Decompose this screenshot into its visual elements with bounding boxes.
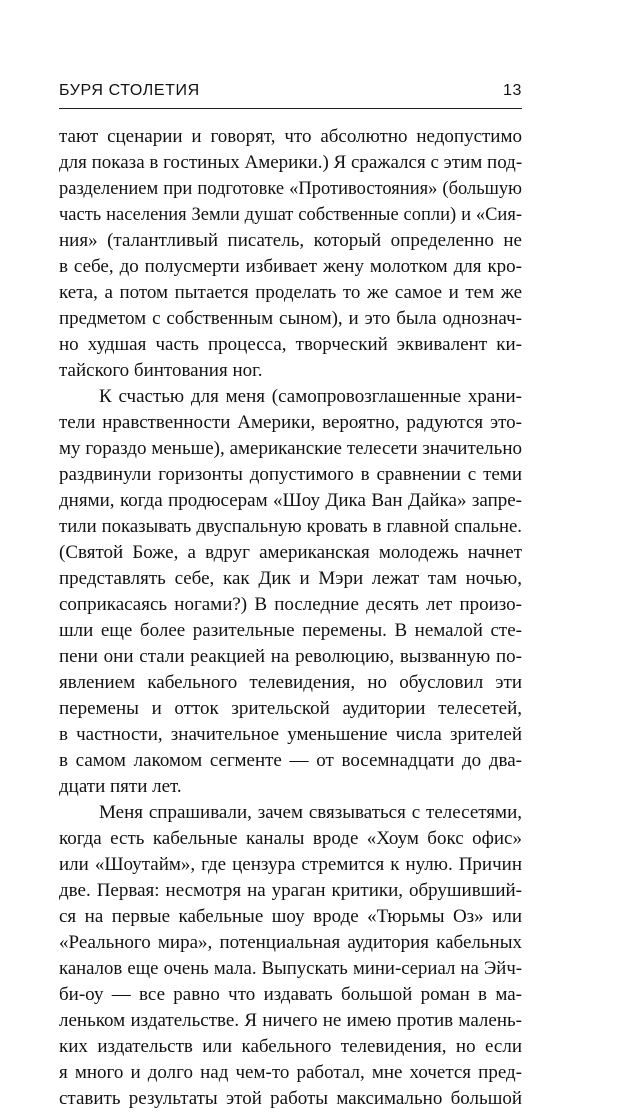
text-line: Меня спрашивали, зачем связываться с телесетями, xyxy=(99,802,522,823)
text-line: кета, а потом пытается проделать то же самое и тем же xyxy=(59,282,522,303)
header-rule xyxy=(59,108,522,109)
running-head xyxy=(59,82,522,104)
text-line: днями, когда продюсерам «Шоу Дика Ван Дайка» запре- xyxy=(59,490,522,511)
text-line: ся на первые кабельные шоу вроде «Тюрьмы Оз» или xyxy=(59,906,522,927)
text-line: но худшая часть процесса, творческий эквивалент ки- xyxy=(59,334,522,355)
paragraph xyxy=(59,384,522,800)
text-line: когда есть кабельные каналы вроде «Хоум бокс офис» xyxy=(59,828,522,849)
text-line: представлять себе, как Дик и Мэри лежат там ночью, xyxy=(59,568,522,589)
text-line: пени они стали реакцией на революцию, вызванную по- xyxy=(59,646,522,667)
text-line: тили показывать двуспальную кровать в главной спальне. xyxy=(59,516,522,537)
text-line: я много и долго над чем-то работал, мне хочется пред- xyxy=(59,1062,522,1083)
text-line: тайского бинтования ног. xyxy=(59,360,263,381)
text-line: шли еще более разительные перемены. В немалой сте- xyxy=(59,620,522,641)
text-line: в самом лакомом сегменте — от восемнадцати до два- xyxy=(59,750,522,771)
text-line: му гораздо меньше), американские телесети значительно xyxy=(59,438,522,459)
text-line: перемены и отток зрительской аудитории телесетей, xyxy=(59,698,522,719)
text-line: разделением при подготовке «Противостояния» (большую xyxy=(59,179,522,199)
text-line: раздвинули горизонты допустимого в сравнении с теми xyxy=(59,464,522,485)
text-line: в себе, до полусмерти избивает жену молотком для кро- xyxy=(59,256,522,277)
text-line: каналов еще очень мала. Выпускать мини-сериал на Эйч- xyxy=(59,958,522,979)
text-line: в частности, значительное уменьшение числа зрителей xyxy=(59,724,522,745)
text-line: предметом с собственным сыном), и это была однознач- xyxy=(59,308,522,329)
text-line: дцати пяти лет. xyxy=(59,776,182,797)
page-number: 13 xyxy=(503,82,522,99)
text-line: две. Первая: несмотря на ураган критики, обрушивший- xyxy=(59,880,522,901)
text-line: часть населения Земли душат собственные сопли) и «Сия- xyxy=(59,205,522,225)
text-line: К счастью для меня (самопровозглашенные храни- xyxy=(99,386,522,407)
book-title: БУРЯ СТОЛЕТИЯ xyxy=(59,82,200,99)
text-line: би-оу — все равно что издавать большой роман в ма- xyxy=(59,984,522,1005)
text-line: леньком издательстве. Я ничего не имею против малень- xyxy=(59,1010,522,1031)
text-line: тели нравственности Америки, вероятно, радуются это- xyxy=(59,412,522,433)
text-line: ких издательств или кабельного телевидения, но если xyxy=(59,1036,522,1057)
body-text xyxy=(59,124,522,1112)
text-line: ставить результаты этой работы максимально большой xyxy=(59,1088,522,1109)
paragraph xyxy=(59,800,522,1112)
text-line: (Святой Боже, а вдруг американская молодежь начнет xyxy=(59,542,522,563)
text-line: или «Шоутайм», где цензура стремится к нулю. Причин xyxy=(59,854,522,875)
text-line: ния» (талантливый писатель, который определенно не xyxy=(59,230,522,251)
text-line: соприкасаясь ногами?) В последние десять лет произо- xyxy=(59,594,522,615)
paragraph xyxy=(59,124,522,384)
text-line: для показа в гостиных Америки.) Я сражался с этим под- xyxy=(59,152,523,173)
text-line: «Реального мира», потенциальная аудитория кабельных xyxy=(59,932,522,953)
text-line: тают сценарии и говорят, что абсолютно недопустимо xyxy=(59,126,522,147)
text-line: явлением кабельного телевидения, но обусловил эти xyxy=(59,672,522,693)
